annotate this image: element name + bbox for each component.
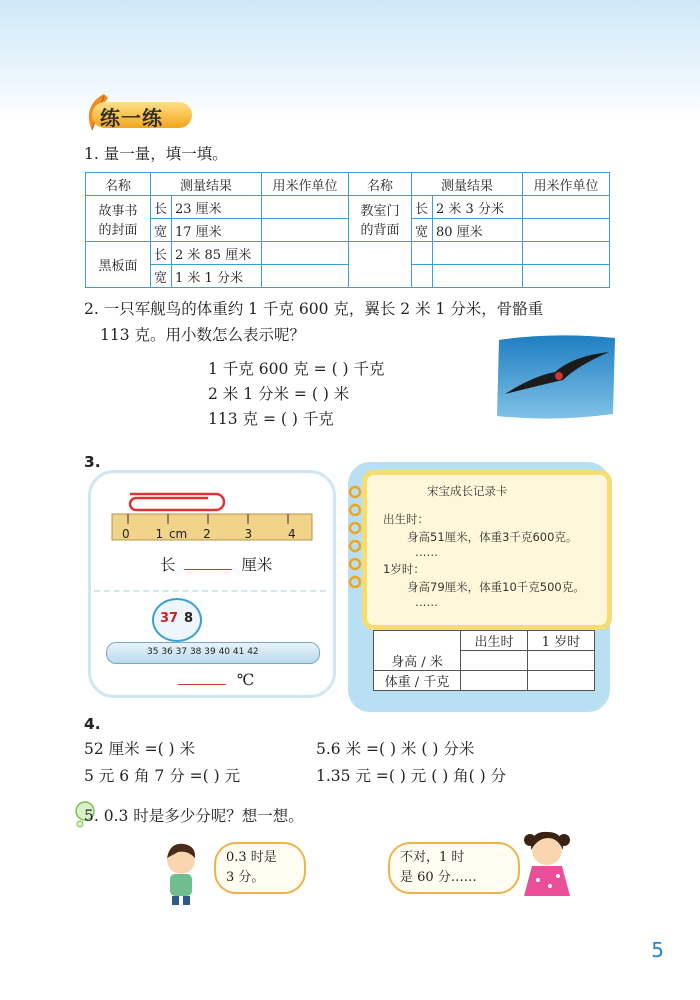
bubble-line: 不对，1 时 xyxy=(400,850,465,865)
q4-item: 52 厘米 =( ) 米 xyxy=(84,740,196,758)
tick-label: cm xyxy=(168,527,188,541)
tick-label: 2 xyxy=(203,527,211,541)
measure-value: 17 厘米 xyxy=(172,219,262,242)
answer-cell[interactable] xyxy=(528,671,595,691)
answer-cell[interactable] xyxy=(523,196,610,219)
table-row xyxy=(86,242,610,265)
empty-cell xyxy=(412,242,433,265)
section-title: 练一练 xyxy=(100,106,163,130)
table-header: 名称 xyxy=(86,173,151,196)
q4-item: 5 元 6 角 7 分 =( ) 元 xyxy=(84,767,241,785)
measure-table xyxy=(85,172,610,288)
bubble-line: 0.3 时是 xyxy=(226,850,277,865)
table-row xyxy=(86,196,610,219)
record-line: 身高51厘米，体重3千克600克。 xyxy=(407,530,578,544)
q3-label: 3. xyxy=(84,453,101,471)
q1-text: 1. 量一量，填一填。 xyxy=(84,145,228,163)
section-header xyxy=(82,92,202,136)
q2-line1: 2. 一只军舰鸟的体重约 1 千克 600 克，翼长 2 米 1 分米，骨骼重 xyxy=(84,300,544,318)
dim-label: 宽 xyxy=(151,219,172,242)
table-header: 测量结果 xyxy=(151,173,262,196)
table-header: 名称 xyxy=(349,173,412,196)
measure-value: 80 厘米 xyxy=(433,219,523,242)
frigatebird-image xyxy=(493,332,621,422)
zoom-label: 8 xyxy=(184,611,194,626)
table-header: 1 岁时 xyxy=(528,631,595,651)
answer-cell[interactable] xyxy=(523,219,610,242)
dim-label: 宽 xyxy=(151,265,172,288)
q2-equation: 113 克 = ( ) 千克 xyxy=(208,410,334,428)
record-line: 身高79厘米，体重10千克500克。 xyxy=(407,580,585,594)
thermometer xyxy=(106,642,320,664)
thermometer-caption xyxy=(178,668,254,692)
item-name-line: 教室门 xyxy=(360,203,400,219)
answer-cell[interactable] xyxy=(461,651,528,671)
thermometer-zoom xyxy=(152,598,202,642)
record-title: 宋宝成长记录卡 xyxy=(427,484,508,498)
item-name: 黑板面 xyxy=(86,242,151,288)
measure-value: 2 米 3 分米 xyxy=(433,196,523,219)
caption-text: 厘米 xyxy=(241,556,273,574)
answer-cell[interactable] xyxy=(528,651,595,671)
tick-label: 4 xyxy=(288,527,296,541)
table-header: 用米作单位 xyxy=(523,173,610,196)
table-header: 测量结果 xyxy=(412,173,523,196)
empty-cell xyxy=(433,265,523,288)
record-card xyxy=(362,470,612,630)
row-label: 身高 / 米 xyxy=(374,631,461,671)
table-header: 出生时 xyxy=(461,631,528,651)
measure-value: 1 米 1 分米 xyxy=(172,265,262,288)
empty-cell xyxy=(349,242,412,288)
tick-label: 1 xyxy=(155,527,164,541)
bubble-line: 3 分。 xyxy=(226,870,265,885)
table-row xyxy=(86,265,610,288)
item-name-line: 的封面 xyxy=(98,222,138,238)
record-line: 1岁时： xyxy=(383,562,425,576)
empty-cell xyxy=(523,265,610,288)
thermometer-scale: 35 36 37 38 39 40 41 42 xyxy=(147,647,259,657)
dim-label: 长 xyxy=(151,196,172,219)
ruler-caption xyxy=(160,553,272,577)
q4-label: 4. xyxy=(84,715,101,733)
table-row xyxy=(86,219,610,242)
answer-cell[interactable] xyxy=(262,265,349,288)
girl-speech-bubble xyxy=(388,842,520,894)
answer-cell[interactable] xyxy=(461,671,528,691)
answer-blank[interactable] xyxy=(178,684,226,685)
panel-divider xyxy=(94,590,326,592)
answer-blank[interactable] xyxy=(184,569,232,570)
answer-cell[interactable] xyxy=(262,196,349,219)
dim-label: 宽 xyxy=(412,219,433,242)
table-row xyxy=(374,631,595,651)
q4-item: 1.35 元 =( ) 元 ( ) 角( ) 分 xyxy=(316,767,507,785)
page-number: 5 xyxy=(651,938,664,962)
boy-speech-bubble xyxy=(214,842,306,894)
measure-value: 2 米 85 厘米 xyxy=(172,242,262,265)
q2-equation: 2 米 1 分米 = ( ) 米 xyxy=(208,385,350,403)
table-header-row xyxy=(86,173,610,196)
table-row xyxy=(374,671,595,691)
table-header: 用米作单位 xyxy=(262,173,349,196)
row-label: 体重 / 千克 xyxy=(374,671,461,691)
tick-label: 0 xyxy=(122,527,130,541)
tick-label: 3 xyxy=(244,527,253,541)
record-line: …… xyxy=(415,545,438,559)
q2-equation: 1 千克 600 克 = ( ) 千克 xyxy=(208,360,385,378)
measure-value: 23 厘米 xyxy=(172,196,262,219)
item-name xyxy=(349,196,412,242)
girl-avatar xyxy=(518,824,576,908)
growth-table xyxy=(373,630,595,691)
ruler-ticks xyxy=(122,527,296,541)
item-name xyxy=(86,196,151,242)
empty-cell xyxy=(523,242,610,265)
dim-label: 长 xyxy=(151,242,172,265)
answer-cell[interactable] xyxy=(262,219,349,242)
boy-avatar xyxy=(158,840,204,906)
caption-text: 长 xyxy=(160,556,176,574)
answer-cell[interactable] xyxy=(262,242,349,265)
item-name-line: 的背面 xyxy=(360,222,400,238)
q2-line2: 113 克。用小数怎么表示呢？ xyxy=(100,326,306,344)
q5-text: 5. 0.3 时是多少分呢？想一想。 xyxy=(84,807,304,825)
item-name-line: 故事书 xyxy=(98,203,138,219)
empty-cell xyxy=(412,265,433,288)
q4-item: 5.6 米 =( ) 米 ( ) 分米 xyxy=(316,740,475,758)
zoom-label: 37 xyxy=(160,611,179,626)
record-line: 出生时： xyxy=(383,512,429,526)
empty-cell xyxy=(433,242,523,265)
bubble-line: 是 60 分…… xyxy=(400,870,477,885)
record-line: …… xyxy=(415,595,438,609)
dim-label: 长 xyxy=(412,196,433,219)
unit-label: ℃ xyxy=(236,671,255,689)
